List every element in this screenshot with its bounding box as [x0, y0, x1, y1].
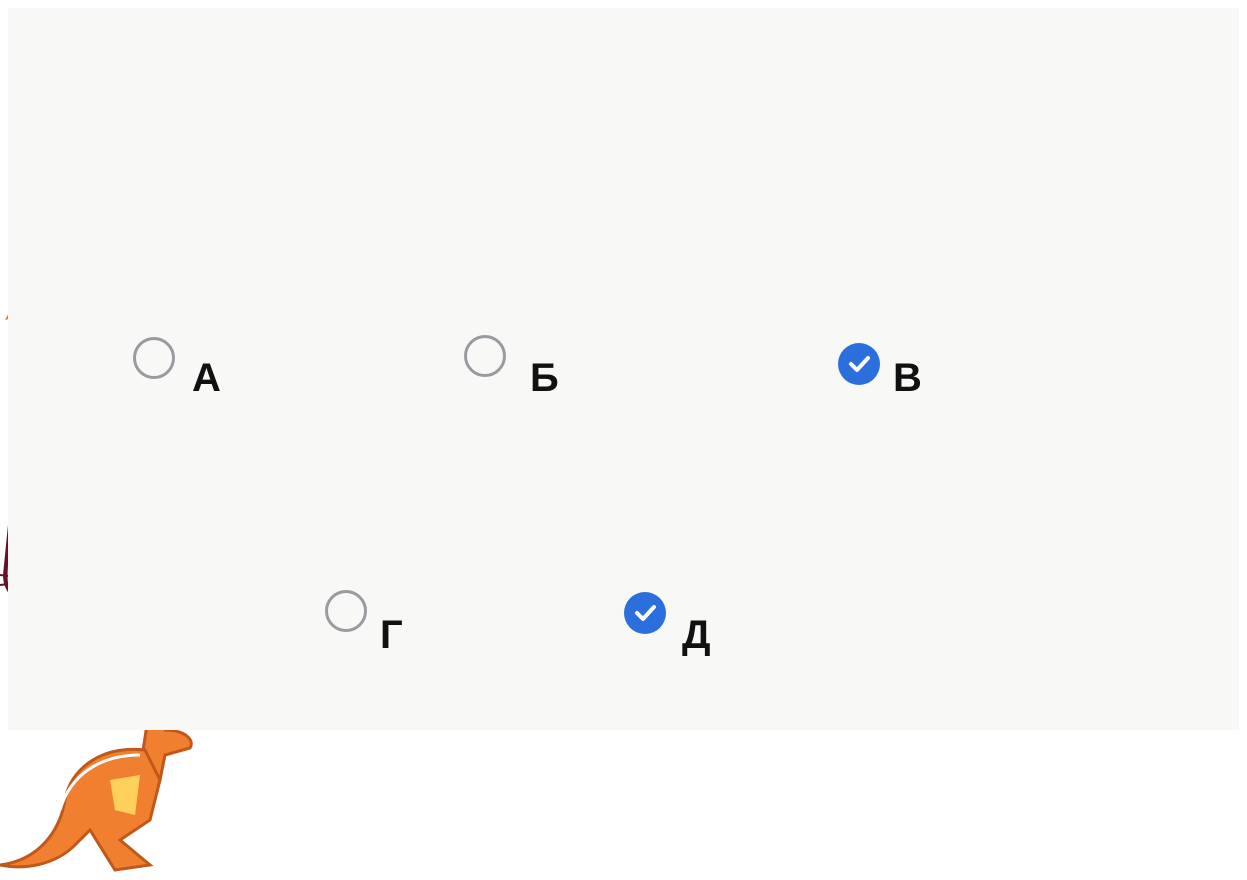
- radio-button-e[interactable]: [624, 592, 666, 634]
- option-letter-c: В: [893, 356, 922, 400]
- checkmark-icon: [624, 592, 666, 634]
- option-letter-d: Г: [380, 613, 403, 657]
- radio-button-d[interactable]: [325, 590, 367, 632]
- checkmark-icon: [838, 343, 880, 385]
- radio-button-c[interactable]: [838, 343, 880, 385]
- option-letter-e: Д: [682, 613, 711, 657]
- radio-button-a[interactable]: [133, 337, 175, 379]
- option-letter-a: А: [192, 356, 221, 400]
- radio-button-b[interactable]: [464, 335, 506, 377]
- option-letter-b: Б: [530, 356, 559, 400]
